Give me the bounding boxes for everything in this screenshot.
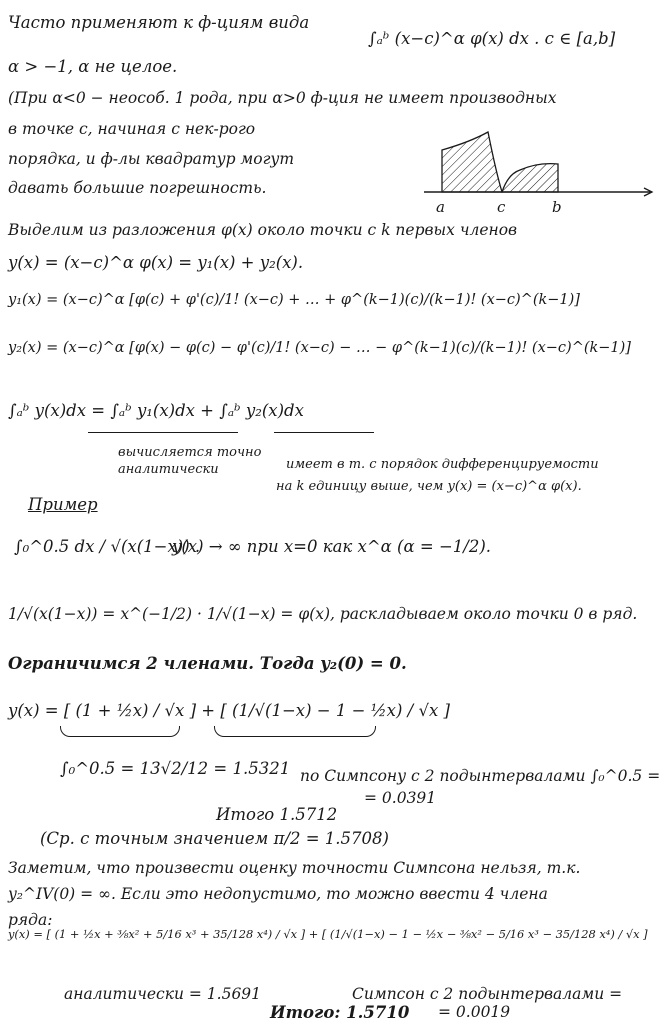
simpson-four-value: = 0.0019 xyxy=(438,1003,511,1021)
split-formula: y(x) = (x−c)^α φ(x) = y₁(x) + y₂(x). xyxy=(8,253,304,272)
example-integral: ∫₀^0.5 dx / √(x(1−x)) . xyxy=(14,537,201,556)
example-heading: Пример xyxy=(28,495,98,514)
graph-label-a: a xyxy=(436,198,445,216)
exact-comparison: (Ср. с точным значением π/2 = 1.5708) xyxy=(40,829,389,848)
simpson-label: по Симпсону с 2 подынтервалами ∫₀^0.5 = xyxy=(300,767,660,785)
remark-line-1: (При α<0 − неособ. 1 рода, при α>0 ф-ция не имеет производных xyxy=(8,89,557,107)
analytic-note-2: аналитически xyxy=(118,462,219,477)
simpson-four-terms: Симпсон с 2 подынтервалами = xyxy=(352,985,623,1003)
remark-line-3: порядка, и ф-лы квадратур могут xyxy=(8,150,295,168)
integral-formula: ∫ₐᵇ (x−c)^α φ(x) dx . c ∈ [a,b] xyxy=(368,29,616,48)
remark-simpson-1: Заметим, что произвести оценку точности Симпсона нельзя, т.к. xyxy=(8,859,581,877)
phi-definition: 1/√(x(1−x)) = x^(−1/2) · 1/√(1−x) = φ(x), раскладываем около точки 0 в ряд. xyxy=(8,605,638,623)
underline-y2 xyxy=(274,432,374,433)
singularity-note: y(x) → ∞ при x=0 как x^α (α = −1/2). xyxy=(172,537,492,556)
simpson-value: = 0.0391 xyxy=(364,789,437,807)
hatched-area-left xyxy=(442,132,502,192)
underline-y1 xyxy=(88,432,238,433)
total-1: Итого 1.5712 xyxy=(216,805,338,824)
y1-formula: y₁(x) = (x−c)^α [φ(c) + φ'(c)/1! (x−c) + … + φ^(k−1)(c)/(k−1)! (x−c)^(k−1)] xyxy=(8,292,580,308)
analytic-value: ∫₀^0.5 = 13√2/12 = 1.5321 xyxy=(60,759,291,778)
analytic-note-1: вычисляется точно xyxy=(118,445,262,460)
intro-text: Часто применяют к ф-циям вида xyxy=(8,13,310,32)
split-two-terms: y(x) = [ (1 + ½x) / √x ] + [ (1/√(1−x) − 1 − ½x) / √x ] xyxy=(8,701,450,720)
graph-label-c: c xyxy=(497,198,506,216)
singularity-sketch xyxy=(420,112,658,217)
two-terms-heading: Ограничимся 2 членами. Тогда y₂(0) = 0. xyxy=(8,654,407,673)
total-2: Итого: 1.5710 xyxy=(270,1003,410,1022)
remark-simpson-2: y₂^IV(0) = ∞. Если это недопустимо, то можно ввести 4 члена xyxy=(8,885,548,903)
integral-split: ∫ₐᵇ y(x)dx = ∫ₐᵇ y₁(x)dx + ∫ₐᵇ y₂(x)dx xyxy=(8,401,304,420)
brace-analytic xyxy=(60,726,180,737)
hatched-area-right xyxy=(502,164,558,192)
smoothness-note-1: имеет в т. c порядок дифференцируемости xyxy=(286,457,599,472)
expansion-heading: Выделим из разложения φ(x) около точки c k первых членов xyxy=(8,221,518,239)
four-terms-formula: y(x) = [ (1 + ½x + ⅜x² + 5/16 x³ + 35/128 x⁴) / √x ] + [ (1/√(1−x) − 1 − ½x − ⅜x² − 5/16 x³ − 35/128 x⁴) / √x ] xyxy=(8,927,648,941)
graph-label-b: b xyxy=(552,198,562,216)
y2-formula: y₂(x) = (x−c)^α [φ(x) − φ(c) − φ'(c)/1! (x−c) − … − φ^(k−1)(c)/(k−1)! (x−c)^(k−1)] xyxy=(8,340,631,356)
alpha-condition: α > −1, α не целое. xyxy=(8,57,178,76)
brace-simpson xyxy=(214,726,376,737)
series-label: ряда: xyxy=(8,911,53,929)
analytic-four-terms: аналитически = 1.5691 xyxy=(64,985,262,1003)
remark-line-2: в точке c, начиная с нек-рого xyxy=(8,120,256,138)
smoothness-note-2: на k единицу выше, чем y(x) = (x−c)^α φ(x). xyxy=(276,479,582,494)
remark-line-4: давать большие погрешность. xyxy=(8,179,267,197)
